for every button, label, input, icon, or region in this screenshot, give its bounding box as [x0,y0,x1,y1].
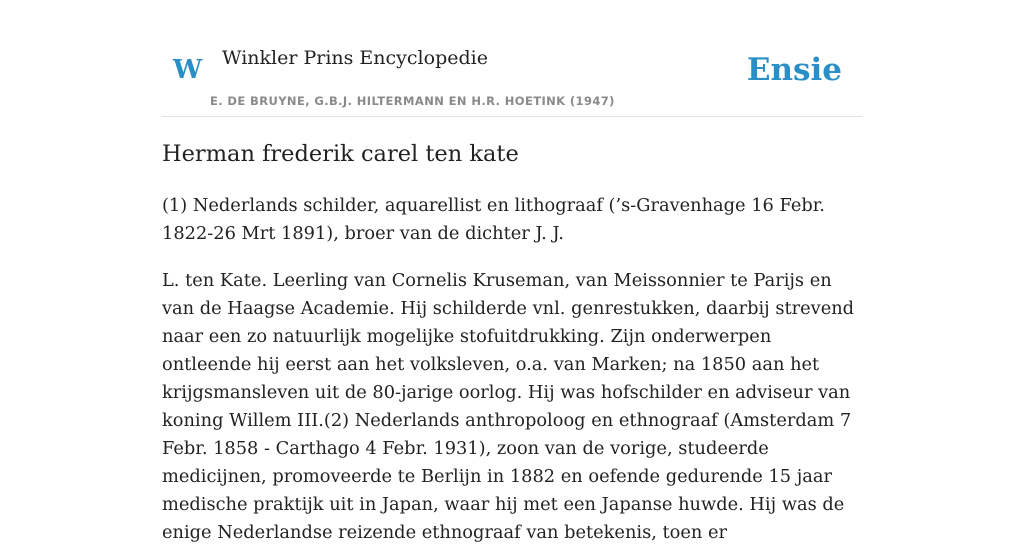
ensie-logo[interactable]: Ensie [746,52,842,88]
article-paragraph: (1) Nederlands schilder, aquarellist en lithograaf (’s-Gravenhage 16 Febr. 1822-26 Mrt 1891), broer van de dichter J. J. [162,195,825,244]
winkler-prins-logo[interactable]: W [173,55,203,85]
header [162,0,862,117]
entry-title: Herman frederik carel ten kate [162,141,519,167]
book-title-link[interactable]: Winkler Prins Encyclopedie [222,47,488,69]
book-authors: E. DE BRUYNE, G.B.J. HILTERMANN EN H.R. HOETINK (1947) [210,94,615,108]
article [162,136,864,547]
article-paragraph: L. ten Kate. Leerling van Cornelis Kruseman, van Meissonnier te Parijs en van de Haagse Academie. Hij schilderde vnl. genrestukken, daarbij strevend naar een zo natuurlijk mogelijke stofuitdrukking. Zijn onderwerpen ontleende hij eerst aan het volksleven, o.a. van Marken; na 1850 aan het krijgsmansleven uit de 80-jarige oorlog. Hij was hofschilder en adviseur van koning Willem III.(2) Nederlands anthropoloog en ethnograaf (Amsterdam 7 Febr. 1858 - Carthago 4 Febr. 1931), zoon van de vorige, studeerde medicijnen, promoveerde te Berlijn in 1882 en oefende gedurende 15 jaar medische praktijk uit in Japan, waar hij met een Japanse huwde. Hij was de enige Nederlandse reizende ethnograaf van betekenis, toen er [162,270,855,543]
